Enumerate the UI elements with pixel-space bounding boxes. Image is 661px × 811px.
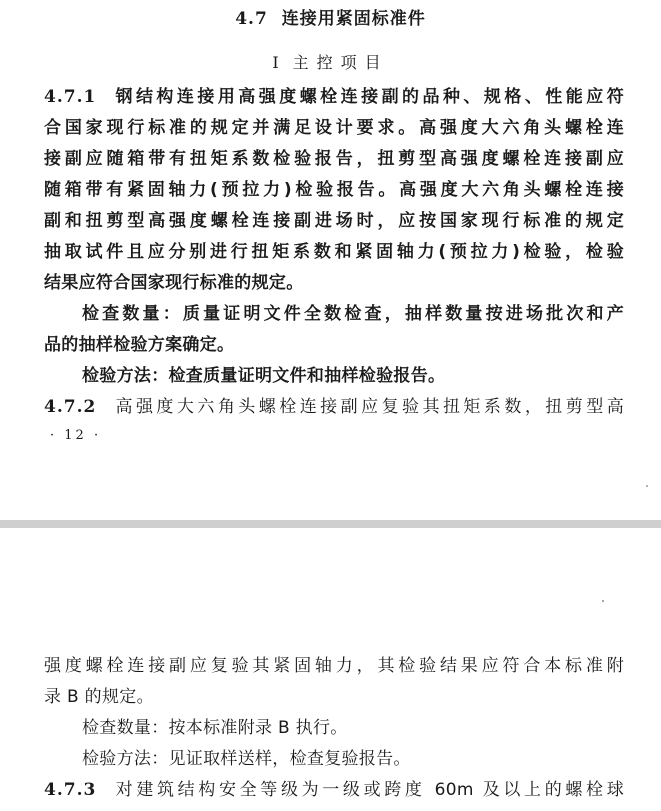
clause-4-7-2-continued xyxy=(44,651,624,806)
check-method-line: 检验方法：检查质量证明文件和抽样检验报告。 xyxy=(82,366,446,386)
clause-number: 4.7.1 xyxy=(44,87,97,107)
clause-line: 抽取试件且应分别进行扭矩系数和紧固轴力(预拉力)检验，检验 xyxy=(44,242,624,262)
check-quantity-line: 品的抽样检验方案确定。 xyxy=(44,335,235,355)
clause-4-7-3-first-line: 4.7.3 对建筑结构安全等级为一级或跨度 60m 及以上的螺栓球 xyxy=(44,780,624,800)
clause-number: 4.7.3 xyxy=(44,780,97,800)
clause-line: 随箱带有紧固轴力(预拉力)检验报告。高强度大六角头螺栓连接 xyxy=(44,180,624,200)
page-number: · 12 · xyxy=(50,428,102,443)
clause-4-7-2-first-line: 4.7.2 高强度大六角头螺栓连接副应复验其扭矩系数，扭剪型高 xyxy=(44,397,624,417)
clause-4-7-1 xyxy=(44,82,624,423)
clause-line: 合国家现行标准的规定并满足设计要求。高强度大六角头螺栓连 xyxy=(44,118,624,138)
check-quantity-line: 检查数量：质量证明文件全数检查，抽样数量按进场批次和产 xyxy=(82,304,624,324)
clause-line: 接副应随箱带有扭矩系数检验报告，扭剪型高强度螺栓连接副应 xyxy=(44,149,624,169)
check-method-line: 检验方法：见证取样送样，检查复验报告。 xyxy=(82,749,411,769)
subsection-title-text: 主控项目 xyxy=(292,53,389,72)
clause-line: 4.7.1 钢结构连接用高强度螺栓连接副的品种、规格、性能应符 xyxy=(44,87,624,107)
clause-line: 录 B 的规定。 xyxy=(44,687,154,707)
subsection-title xyxy=(0,50,661,73)
subsection-roman: I xyxy=(272,53,287,72)
scan-speck xyxy=(646,485,648,487)
clause-number: 4.7.2 xyxy=(44,397,97,417)
clause-line: 强度螺栓连接副应复验其紧固轴力，其检验结果应符合本标准附 xyxy=(44,656,624,676)
section-title-text: 连接用紧固标准件 xyxy=(281,9,426,29)
clause-line: 副和扭剪型高强度螺栓连接副进场时，应按国家现行标准的规定 xyxy=(44,211,624,231)
section-number: 4.7 xyxy=(235,9,268,29)
section-title xyxy=(0,4,661,29)
check-quantity-line: 检查数量：按本标准附录 B 执行。 xyxy=(82,718,348,738)
page-separator xyxy=(0,520,661,528)
scan-speck xyxy=(602,600,604,602)
clause-line: 结果应符合国家现行标准的规定。 xyxy=(44,273,304,293)
